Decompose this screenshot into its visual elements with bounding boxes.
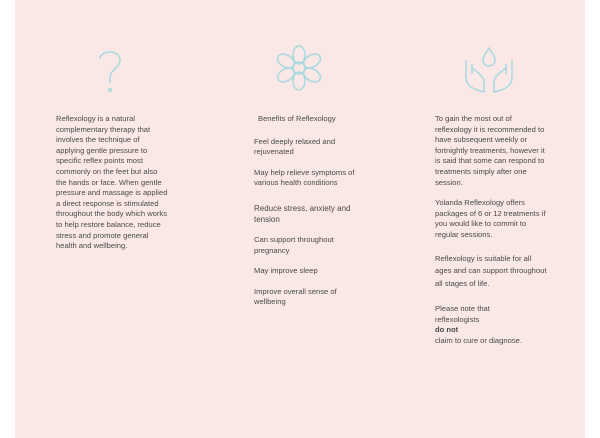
benefit-item: May help relieve symptoms of various health conditions [254,167,355,188]
disclaimer-line: claim to cure or diagnose. [435,335,522,345]
disclaimer-note [435,304,547,346]
disclaimer-line: reflexologists [435,314,480,324]
sessions-paragraph: To gain the most out of reflexology it is recommended to have subsequent weekly or fortnightly treatments, however it is said that some can respond to treatments simply after one session. [435,114,545,187]
packages-paragraph: Yolanda Reflexology offers packages of 6 or 12 treatments if you would like to commit to regular sessions. [435,198,546,239]
benefit-item: Can support throughout pregnancy [254,234,334,255]
benefit-item: May improve sleep [254,266,318,276]
intro-column [56,114,168,252]
benefit-item: Improve overall sense of wellbeing [254,286,337,307]
benefit-item: Feel deeply relaxed and rejuvenated [254,136,336,157]
intro-paragraph: Reflexology is a natural complementary therapy that involves the technique of applying gentle pressure to specific reflex points most commonly on the feet but also the hands or face. When gentle pressure and massage is applied a direct response is stimulated throughout the body which works to help restore balance, reduce stress and promote general health and wellbeing. [56,114,168,251]
flower-icon [274,44,324,92]
benefits-column [254,114,358,308]
sessions-column [435,114,547,346]
benefits-heading: Benefits of Reflexology [258,114,336,123]
hands-with-drop-icon [462,44,516,96]
benefit-item: Reduce stress, anxiety and tension [254,203,351,224]
question-mark-icon [96,46,124,94]
suitability-paragraph: Reflexology is suitable for all ages and can support throughout all stages of life. [435,253,547,288]
disclaimer-line: Please note that [435,304,490,314]
disclaimer-emphasis: do not [435,325,459,335]
